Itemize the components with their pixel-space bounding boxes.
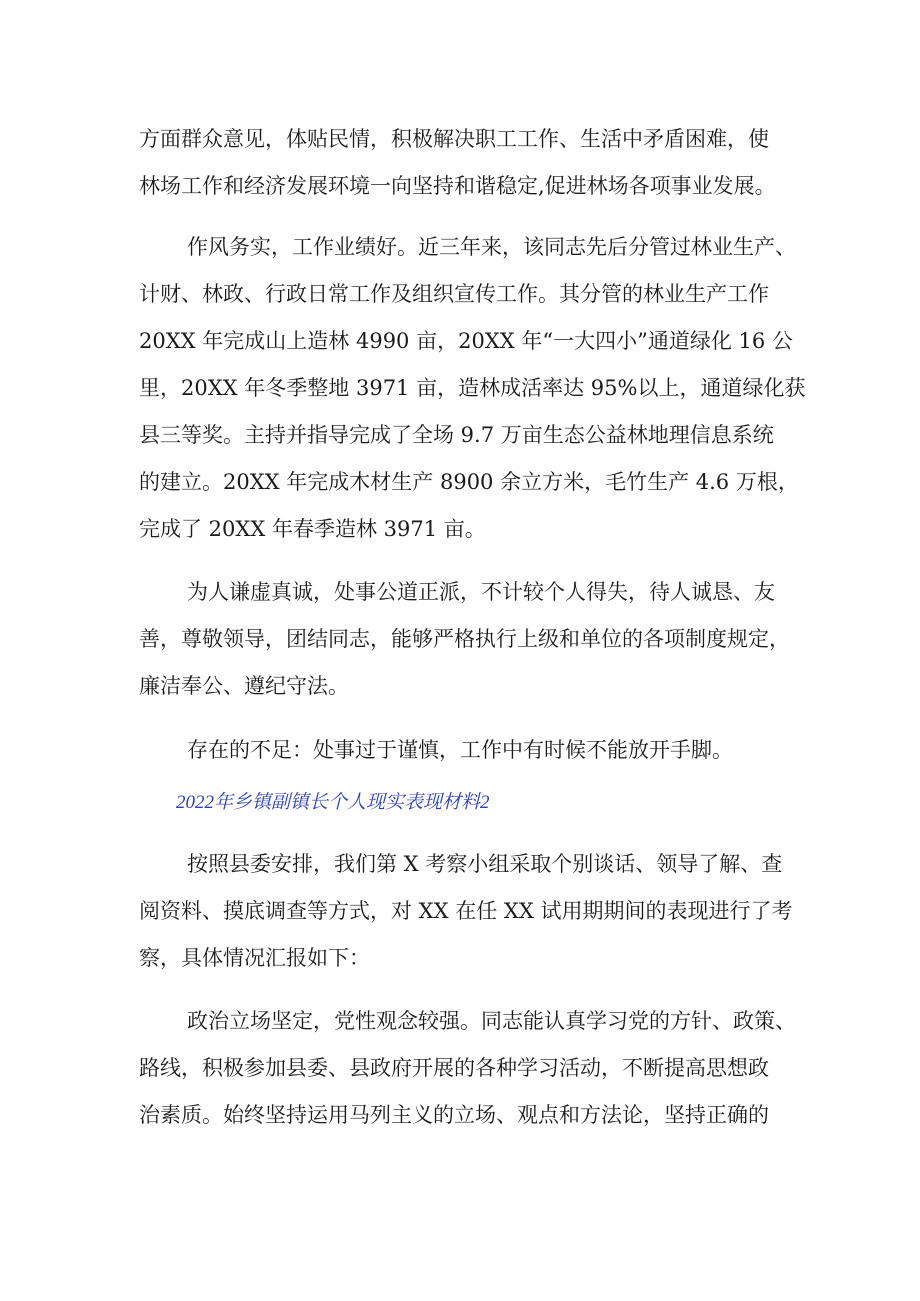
- paragraph-3-line-1: 为人谦虚真诚，处事公道正派，不计较个人得失，待人诚恳、友: [187, 580, 775, 604]
- paragraph-2-line-6: 的建立。20XX 年完成木材生产 8900 余立方米，毛竹生产 4.6 万根，: [139, 470, 799, 494]
- section-paragraph-2-line-3: 治素质。始终坚持运用马列主义的立场、观点和方法论，坚持正确的: [139, 1103, 769, 1127]
- paragraph-4-line-1: 存在的不足：处事过于谨慎，工作中有时候不能放开手脚。: [187, 738, 733, 762]
- paragraph-3-line-2: 善，尊敬领导，团结同志，能够严格执行上级和单位的各项制度规定，: [139, 627, 790, 651]
- section-paragraph-1-line-1: 按照县委安排，我们第 X 考察小组采取个别谈话、领导了解、查: [187, 852, 783, 876]
- section-heading: 2022年乡镇副镇长个人现实表现材料2: [176, 792, 490, 813]
- section-paragraph-1-line-2: 阅资料、摸底调查等方式，对 XX 在任 XX 试用期期间的表现进行了考: [139, 899, 793, 923]
- section-paragraph-2-line-2: 路线，积极参加县委、县政府开展的各种学习活动，不断提高思想政: [139, 1056, 769, 1080]
- paragraph-2-line-2: 计财、林政、行政日常工作及组织宣传工作。其分管的林业生产工作: [139, 282, 769, 306]
- paragraph-2-line-1: 作风务实，工作业绩好。近三年来，该同志先后分管过林业生产、: [187, 235, 796, 259]
- paragraph-1-line-2: 林场工作和经济发展环境一向坚持和谐稳定,促进林场各项事业发展。: [139, 174, 776, 198]
- paragraph-2-line-3: 20XX 年完成山上造林 4990 亩，20XX 年“一大四小”通道绿化 16 公: [139, 329, 793, 353]
- paragraph-1-line-1: 方面群众意见，体贴民情，积极解决职工工作、生活中矛盾困难，使: [139, 127, 769, 151]
- paragraph-2-line-5: 县三等奖。主持并指导完成了全场 9.7 万亩生态公益林地理信息系统: [139, 423, 774, 447]
- paragraph-2-line-7: 完成了 20XX 年春季造林 3971 亩。: [139, 517, 486, 541]
- section-paragraph-1-line-3: 察，具体情况汇报如下：: [139, 946, 370, 970]
- section-paragraph-2-line-1: 政治立场坚定，党性观念较强。同志能认真学习党的方针、政策、: [187, 1009, 796, 1033]
- paragraph-2-line-4: 里，20XX 年冬季整地 3971 亩，造林成活率达 95%以上，通道绿化获: [139, 376, 806, 400]
- paragraph-3-line-3: 廉洁奉公、遵纪守法。: [139, 674, 349, 698]
